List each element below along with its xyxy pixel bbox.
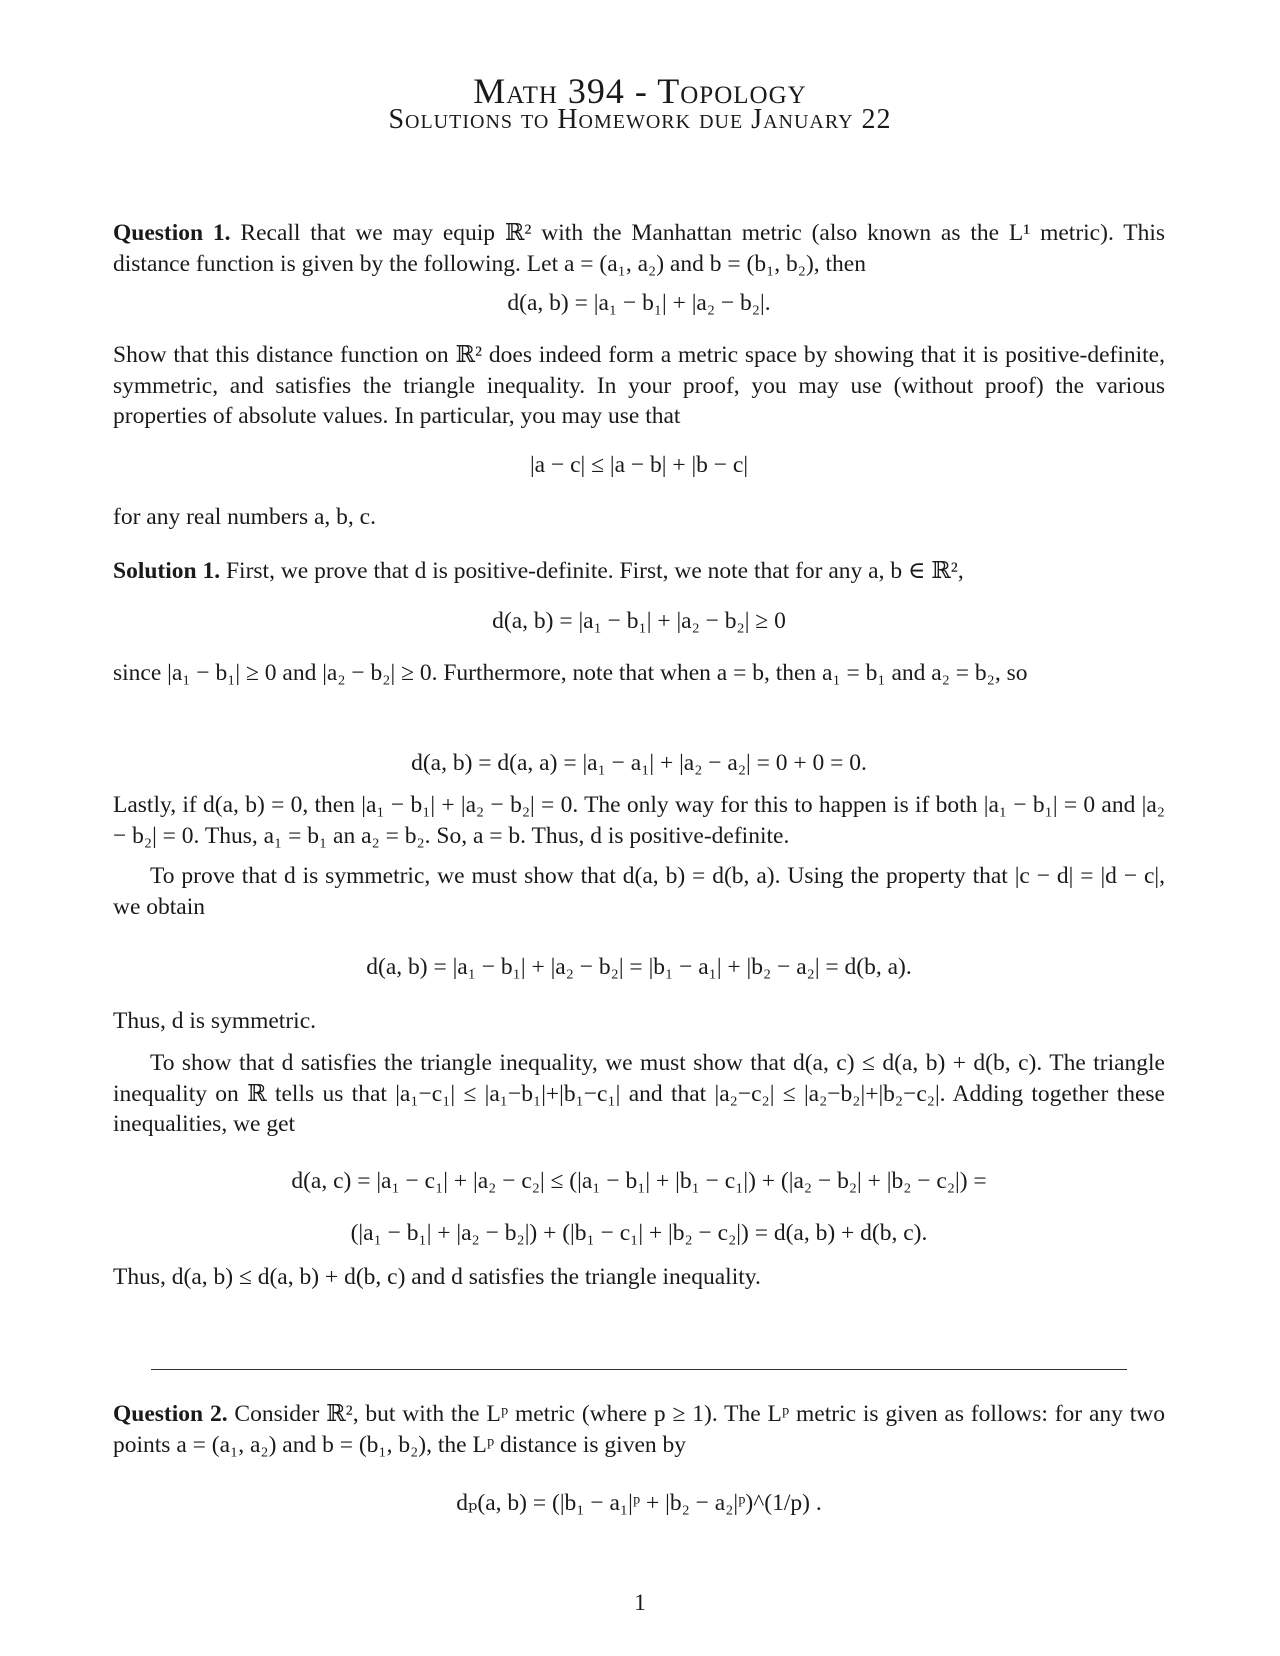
solution-1-triangle-intro: To show that d satisfies the triangle inequality, we must show that d(a, c) ≤ d(a, b) + d(b, c). The triangle inequality on ℝ tells us that |a₁−c₁| ≤ |a₁−b₁|+|b₁−c₁| and that |a₂−c₂| ≤ |a₂−b₂|+|b₂−c₂|. Adding together these inequalities, we get (113, 1050, 1165, 1137)
homework-subtitle: Solutions to Homework due January 22 (388, 104, 892, 135)
question-1-closing: for any real numbers a, b, c. (113, 504, 376, 530)
solution-1-triangle-done: Thus, d(a, b) ≤ d(a, b) + d(b, c) and d satisfies the triangle inequality. (113, 1264, 761, 1290)
question-2-intro (113, 1399, 1165, 1460)
equation-zero-distance: d(a, b) = d(a, a) = |a₁ − a₁| + |a₂ − a₂| = 0 + 0 = 0. (411, 750, 867, 776)
solution-1-since: since |a₁ − b₁| ≥ 0 and |a₂ − b₂| ≥ 0. Furthermore, note that when a = b, then a₁ = b₁ and a₂ = b₂, so (113, 660, 1028, 686)
question-1-label: Question 1. (113, 220, 231, 246)
equation-triangle-line-1: d(a, c) = |a₁ − c₁| + |a₂ − c₂| ≤ (|a₁ − b₁| + |b₁ − c₁|) + (|a₂ − b₂| + |b₂ − c₂|) = (291, 1168, 987, 1194)
question-2-intro-text: Consider ℝ², but with the Lᵖ metric (where p ≥ 1). The Lᵖ metric is given as follows: for any two points a = (a₁, a₂) and b = (b₁, b₂), the Lᵖ distance is given by (113, 1401, 1165, 1458)
equation-triangle-inequality: |a − c| ≤ |a − b| + |b − c| (529, 452, 749, 478)
equation-nonnegative: d(a, b) = |a₁ − b₁| + |a₂ − b₂| ≥ 0 (492, 608, 786, 634)
solution-1-lastly: Lastly, if d(a, b) = 0, then |a₁ − b₁| + |a₂ − b₂| = 0. The only way for this to happen is if both |a₁ − b₁| = 0 and |a₂ − b₂| = 0. Thus, a₁ = b₁ an a₂ = b₂. So, a = b. Thus, d is positive-definite. (113, 792, 1165, 849)
equation-triangle-line-2: (|a₁ − b₁| + |a₂ − b₂|) + (|b₁ − c₁| + |b₂ − c₂|) = d(a, b) + d(b, c). (350, 1220, 928, 1246)
solution-1-symmetric-intro: To prove that d is symmetric, we must show that d(a, b) = d(b, a). Using the property that |c − d| = |d − c|, we obtain (113, 863, 1165, 920)
equation-symmetric: d(a, b) = |a₁ − b₁| + |a₂ − b₂| = |b₁ − a₁| + |b₂ − a₂| = d(b, a). (366, 954, 912, 980)
equation-lp-metric: dₚ(a, b) = (|b₁ − a₁|ᵖ + |b₂ − a₂|ᵖ)^(1/p) . (456, 1490, 822, 1516)
question-1-intro (113, 218, 1165, 279)
course-title: Math 394 - Topology (473, 71, 807, 111)
question-1-task: Show that this distance function on ℝ² does indeed form a metric space by showing that it is positive-definite, symmetric, and satisfies the triangle inequality. In your proof, you may use (without proof) the various properties of absolute values. In particular, you may use that (113, 342, 1165, 429)
solution-1-intro-text: First, we prove that d is positive-definite. First, we note that for any a, b ∈ ℝ², (225, 558, 964, 584)
page-number: 1 (634, 1590, 646, 1616)
section-divider (151, 1369, 1127, 1370)
solution-1-symmetric-done: Thus, d is symmetric. (113, 1008, 316, 1034)
question-2-label: Question 2. (113, 1401, 228, 1427)
solution-1-label: Solution 1. (113, 558, 221, 584)
question-1-intro-text: Recall that we may equip ℝ² with the Manhattan metric (also known as the L¹ metric). This distance function is given by the following. Let a = (a₁, a₂) and b = (b₁, b₂), then (113, 220, 1166, 277)
equation-manhattan-metric: d(a, b) = |a₁ − b₁| + |a₂ − b₂|. (507, 290, 771, 316)
solution-1-intro (113, 556, 1165, 587)
